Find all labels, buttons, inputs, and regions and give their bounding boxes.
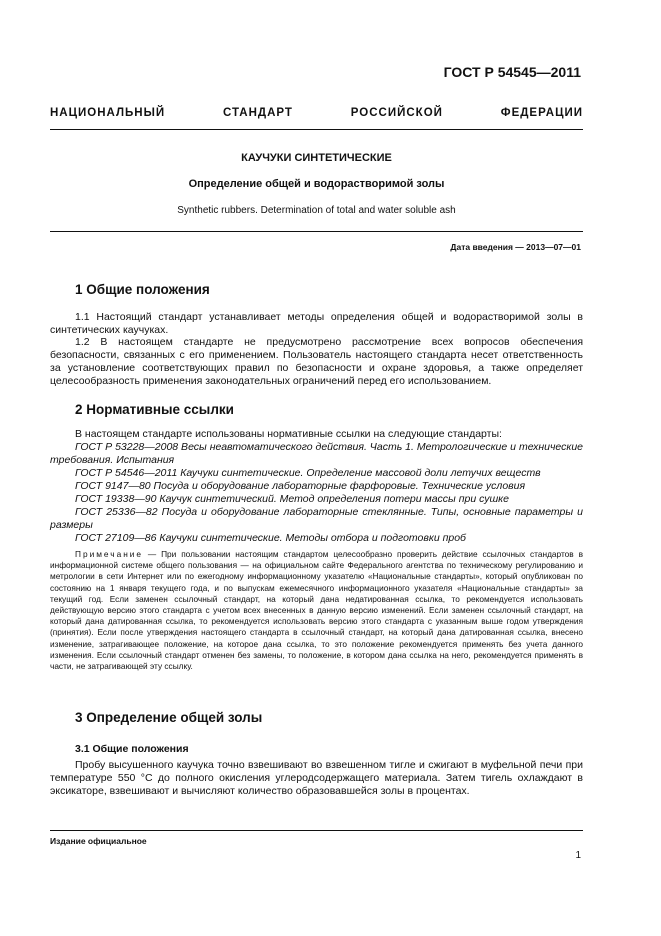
reference-item: ГОСТ 19338—90 Каучук синтетический. Метод определения потери массы при сушке [75,493,509,505]
footer-divider [50,830,583,831]
reference-item: ГОСТ Р 54546—2011 Каучуки синтетические. Определение массовой доли летучих веществ [75,467,541,479]
reference-item: ГОСТ Р 53228—2008 Весы неавтоматического действия. Часть 1. Метрологические и технические требования. Испытания [50,441,583,466]
edition-label: Издание официальное [50,836,147,846]
page-number: 1 [575,850,581,861]
document-title: КАУЧУКИ СИНТЕТИЧЕСКИЕ [241,152,392,164]
reference-item: ГОСТ 25336—82 Посуда и оборудование лабораторные стеклянные. Типы, основные параметры и размеры [50,506,583,531]
section-2-heading: 2 Нормативные ссылки [75,402,234,417]
references-note [50,549,583,672]
title-divider [50,231,583,232]
national-standard-banner: НАЦИОНАЛЬНЫЙ СТАНДАРТ РОССИЙСКОЙ ФЕДЕРАЦИИ [50,107,583,119]
english-title: Synthetic rubbers. Determination of total and water soluble ash [177,205,456,216]
paragraph-1-1: 1.1 Настоящий стандарт устанавливает методы определения общей и водорастворимой золы в синтетических каучуках. [50,311,583,336]
reference-item: ГОСТ 27109—86 Каучуки синтетические. Методы отбора и подготовки проб [75,532,466,544]
note-text: — При пользовании настоящим стандартом целесообразно проверить действие ссылочных стандартов в информационной системе общего пользования — на официальном сайте Федерального агентства по техническому регулированию и метрологии в сети Интернет или по ежегодному информационному указателю «Национальные стандарты», который опубликован по состоянию на 1 января текущего года, и по выпускам ежемесячного информационного указателя «Национальные стандарты» за текущий год. Если заменен ссылочный стандарт, на который дана недатированная ссылка, то рекомендуется использовать действующую версию этого стандарта с учетом всех внесенных в данную версию изменений. Если заменен ссылочный стандарт, на который дана датированная ссылка, то рекомендуется использовать версию этого стандарта с указанным выше годом утверждения (принятия). Если после утверждения настоящего стандарта в ссылочный стандарт, на который дана датированная ссылка, внесено изменение, затрагивающее положение, на которое дана ссылка, то это положение рекомендуется применять без учета данного изменения. Если ссылочный стандарт отменен без замены, то положение, в котором дана ссылка на него, рекомендуется применять в части, не затрагивающей эту ссылку. [50,549,583,672]
reference-item: ГОСТ 9147—80 Посуда и оборудование лабораторные фарфоровые. Технические условия [75,480,526,492]
references-intro: В настоящем стандарте использованы нормативные ссылки на следующие стандарты: [75,428,502,440]
note-label: Примечание [75,549,144,559]
header-divider [50,129,583,130]
paragraph-1-2: 1.2 В настоящем стандарте не предусмотрено рассмотрение всех вопросов обеспечения безопасности, связанных с его применением. Пользователь настоящего стандарта несет ответственность за установление соответствующих правил по безопасности и охране здоровья, а также определяет целесообразность применения законодательных ограничений перед его использованием. [50,336,583,387]
section-3-heading: 3 Определение общей золы [75,710,263,725]
references-list [50,428,583,545]
document-code: ГОСТ Р 54545—2011 [443,64,581,80]
document-subtitle: Определение общей и водорастворимой золы [188,178,445,190]
section-1-heading: 1 Общие положения [75,282,210,297]
introduction-date: Дата введения — 2013—07—01 [450,242,581,252]
paragraph-3-1: Пробу высушенного каучука точно взвешивают во взвешенном тигле и сжигают в муфельной печи при температуре 550 °С до полного окисления углеродсодержащего материала. Затем тигель охлаждают в эксикаторе, взвешивают и вычисляют количество образовавшейся золы в процентах. [50,759,583,797]
subsection-3-1-heading: 3.1 Общие положения [75,743,189,755]
